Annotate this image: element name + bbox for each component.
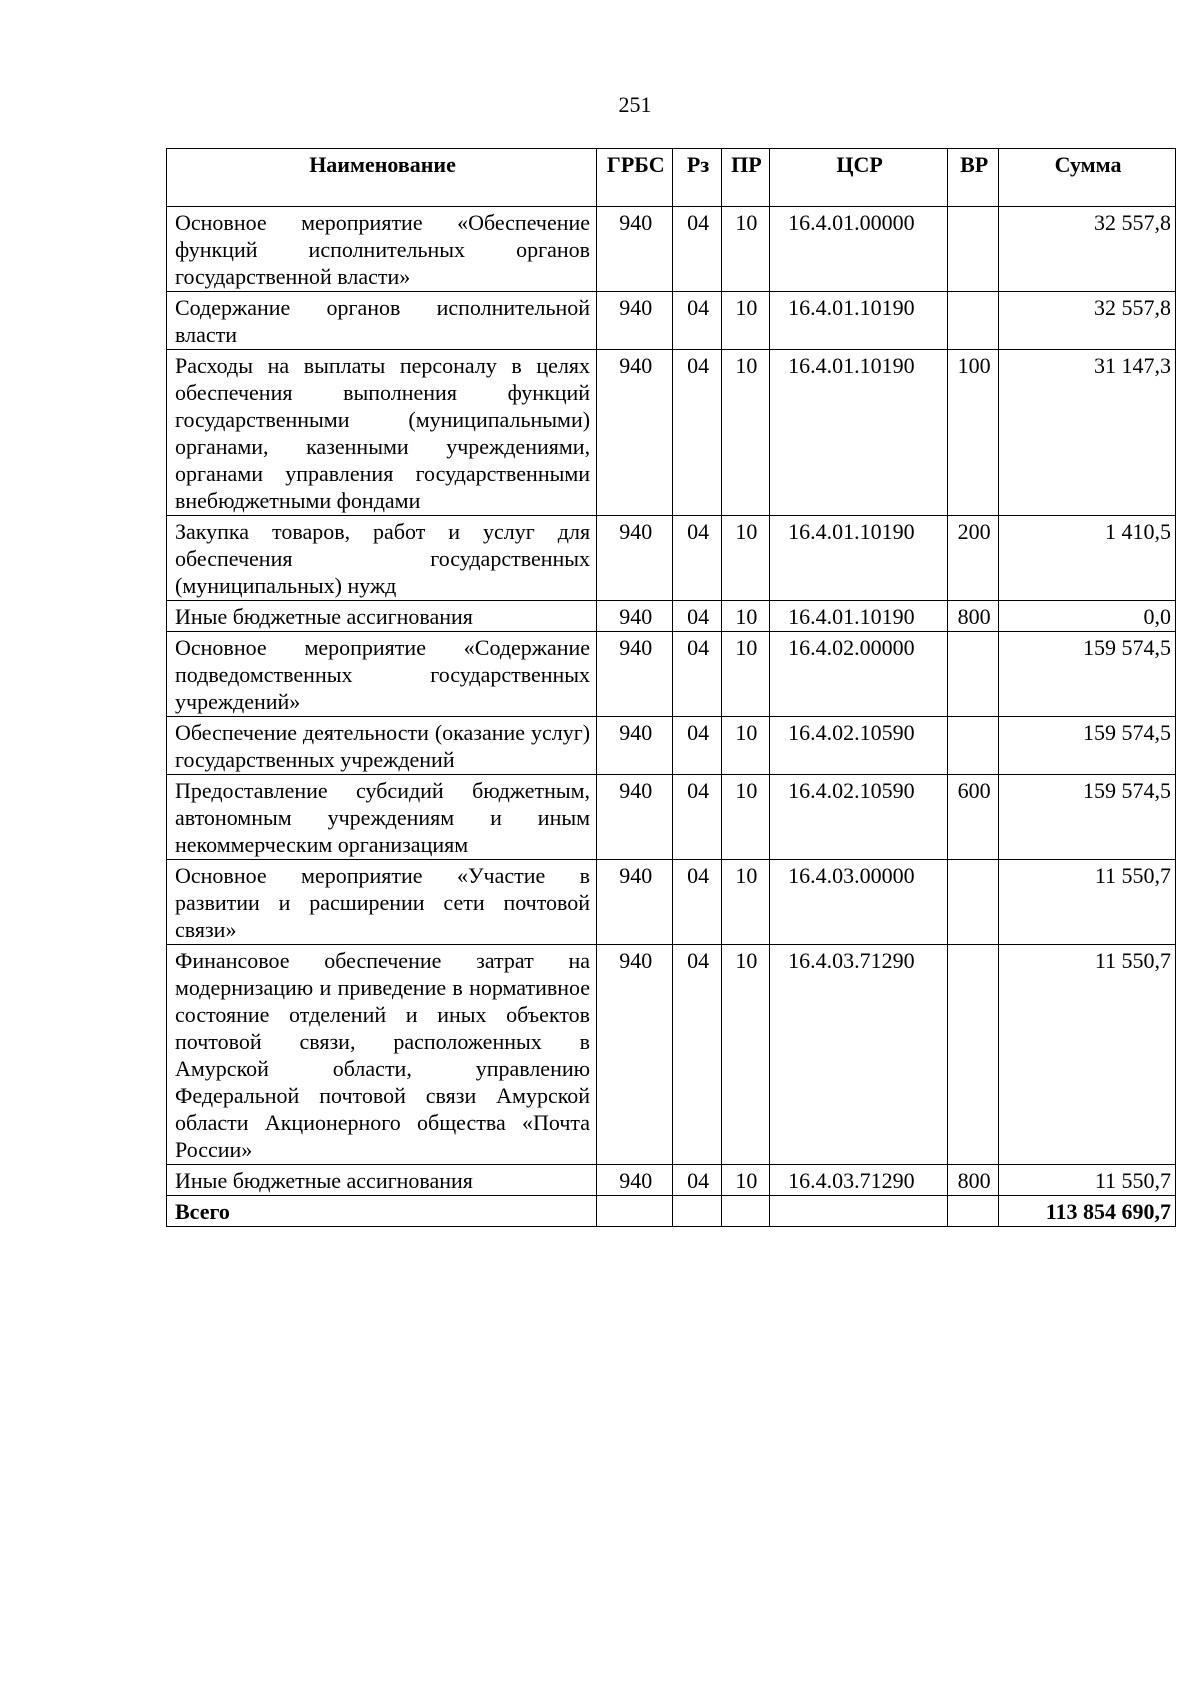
total-empty-cell bbox=[770, 1196, 948, 1227]
total-sum: 113 854 690,7 bbox=[999, 1196, 1176, 1227]
cell-rz: 04 bbox=[673, 1165, 721, 1196]
cell-csr: 16.4.01.10190 bbox=[770, 601, 948, 632]
cell-csr: 16.4.02.10590 bbox=[770, 775, 948, 860]
cell-pr: 10 bbox=[721, 775, 769, 860]
cell-grbs: 940 bbox=[597, 207, 673, 292]
cell-pr: 10 bbox=[721, 350, 769, 516]
cell-vr: 800 bbox=[948, 1165, 999, 1196]
cell-csr: 16.4.03.71290 bbox=[770, 1165, 948, 1196]
cell-grbs: 940 bbox=[597, 945, 673, 1165]
table-row bbox=[167, 860, 1176, 945]
table-row bbox=[167, 207, 1176, 292]
table-body bbox=[167, 207, 1176, 1196]
cell-name: Расходы на выплаты персоналу в целях обеспечения выполнения функций государственными (муниципальными) органами, казенными учреждениями, органами управления государственными внебюджетными фондами bbox=[167, 350, 597, 516]
cell-vr: 200 bbox=[948, 516, 999, 601]
header-vr: ВР bbox=[948, 149, 999, 207]
header-grbs: ГРБС bbox=[597, 149, 673, 207]
cell-grbs: 940 bbox=[597, 632, 673, 717]
cell-csr: 16.4.03.00000 bbox=[770, 860, 948, 945]
table-row bbox=[167, 775, 1176, 860]
cell-pr: 10 bbox=[721, 860, 769, 945]
table-row bbox=[167, 601, 1176, 632]
cell-grbs: 940 bbox=[597, 1165, 673, 1196]
cell-vr bbox=[948, 292, 999, 350]
total-row bbox=[167, 1196, 1176, 1227]
cell-sum: 11 550,7 bbox=[999, 860, 1176, 945]
cell-name: Финансовое обеспечение затрат на модернизацию и приведение в нормативное состояние отделений и иных объектов почтовой связи, расположенных в Амурской области, управлению Федеральной почтовой связи Амурской области Акционерного общества «Почта России» bbox=[167, 945, 597, 1165]
header-name: Наименование bbox=[167, 149, 597, 207]
cell-sum: 1 410,5 bbox=[999, 516, 1176, 601]
cell-name: Иные бюджетные ассигнования bbox=[167, 1165, 597, 1196]
cell-csr: 16.4.03.71290 bbox=[770, 945, 948, 1165]
cell-pr: 10 bbox=[721, 207, 769, 292]
cell-pr: 10 bbox=[721, 601, 769, 632]
cell-sum: 31 147,3 bbox=[999, 350, 1176, 516]
cell-rz: 04 bbox=[673, 945, 721, 1165]
total-empty-cell bbox=[673, 1196, 721, 1227]
cell-rz: 04 bbox=[673, 775, 721, 860]
cell-rz: 04 bbox=[673, 717, 721, 775]
cell-sum: 32 557,8 bbox=[999, 207, 1176, 292]
cell-rz: 04 bbox=[673, 516, 721, 601]
cell-rz: 04 bbox=[673, 292, 721, 350]
page-number: 251 bbox=[618, 92, 652, 117]
cell-csr: 16.4.01.10190 bbox=[770, 292, 948, 350]
cell-vr bbox=[948, 945, 999, 1165]
cell-grbs: 940 bbox=[597, 860, 673, 945]
cell-pr: 10 bbox=[721, 632, 769, 717]
header-rz: Рз bbox=[673, 149, 721, 207]
cell-sum: 159 574,5 bbox=[999, 632, 1176, 717]
table-row bbox=[167, 516, 1176, 601]
cell-pr: 10 bbox=[721, 292, 769, 350]
cell-csr: 16.4.01.10190 bbox=[770, 516, 948, 601]
cell-name: Иные бюджетные ассигнования bbox=[167, 601, 597, 632]
cell-vr bbox=[948, 717, 999, 775]
cell-sum: 11 550,7 bbox=[999, 1165, 1176, 1196]
cell-rz: 04 bbox=[673, 632, 721, 717]
budget-table bbox=[166, 148, 1176, 1227]
table-row bbox=[167, 632, 1176, 717]
header-pr: ПР bbox=[721, 149, 769, 207]
table-row bbox=[167, 1165, 1176, 1196]
table-row bbox=[167, 717, 1176, 775]
table-row bbox=[167, 292, 1176, 350]
cell-sum: 0,0 bbox=[999, 601, 1176, 632]
cell-vr bbox=[948, 632, 999, 717]
cell-csr: 16.4.01.00000 bbox=[770, 207, 948, 292]
cell-grbs: 940 bbox=[597, 516, 673, 601]
total-empty-cell bbox=[721, 1196, 769, 1227]
cell-grbs: 940 bbox=[597, 292, 673, 350]
cell-grbs: 940 bbox=[597, 350, 673, 516]
cell-name: Основное мероприятие «Обеспечение функций исполнительных органов государственной власти» bbox=[167, 207, 597, 292]
total-label: Всего bbox=[167, 1196, 597, 1227]
header-csr: ЦСР bbox=[770, 149, 948, 207]
cell-vr bbox=[948, 207, 999, 292]
cell-csr: 16.4.01.10190 bbox=[770, 350, 948, 516]
cell-name: Закупка товаров, работ и услуг для обеспечения государственных (муниципальных) нужд bbox=[167, 516, 597, 601]
cell-pr: 10 bbox=[721, 516, 769, 601]
cell-sum: 159 574,5 bbox=[999, 717, 1176, 775]
cell-grbs: 940 bbox=[597, 775, 673, 860]
cell-pr: 10 bbox=[721, 945, 769, 1165]
cell-pr: 10 bbox=[721, 717, 769, 775]
cell-vr bbox=[948, 860, 999, 945]
cell-rz: 04 bbox=[673, 350, 721, 516]
cell-grbs: 940 bbox=[597, 717, 673, 775]
table-header-row bbox=[167, 149, 1176, 207]
total-empty-cell bbox=[948, 1196, 999, 1227]
cell-name: Основное мероприятие «Участие в развитии и расширении сети почтовой связи» bbox=[167, 860, 597, 945]
cell-rz: 04 bbox=[673, 601, 721, 632]
table-row bbox=[167, 945, 1176, 1165]
cell-name: Основное мероприятие «Содержание подведомственных государственных учреждений» bbox=[167, 632, 597, 717]
cell-sum: 159 574,5 bbox=[999, 775, 1176, 860]
cell-csr: 16.4.02.10590 bbox=[770, 717, 948, 775]
cell-name: Обеспечение деятельности (оказание услуг) государственных учреждений bbox=[167, 717, 597, 775]
cell-rz: 04 bbox=[673, 207, 721, 292]
table-row bbox=[167, 350, 1176, 516]
cell-csr: 16.4.02.00000 bbox=[770, 632, 948, 717]
cell-name: Предоставление субсидий бюджетным, автономным учреждениям и иным некоммерческим организациям bbox=[167, 775, 597, 860]
cell-sum: 11 550,7 bbox=[999, 945, 1176, 1165]
cell-vr: 800 bbox=[948, 601, 999, 632]
total-empty-cell bbox=[597, 1196, 673, 1227]
cell-grbs: 940 bbox=[597, 601, 673, 632]
cell-vr: 100 bbox=[948, 350, 999, 516]
cell-name: Содержание органов исполнительной власти bbox=[167, 292, 597, 350]
cell-pr: 10 bbox=[721, 1165, 769, 1196]
cell-vr: 600 bbox=[948, 775, 999, 860]
cell-sum: 32 557,8 bbox=[999, 292, 1176, 350]
cell-rz: 04 bbox=[673, 860, 721, 945]
header-sum: Сумма bbox=[999, 149, 1176, 207]
